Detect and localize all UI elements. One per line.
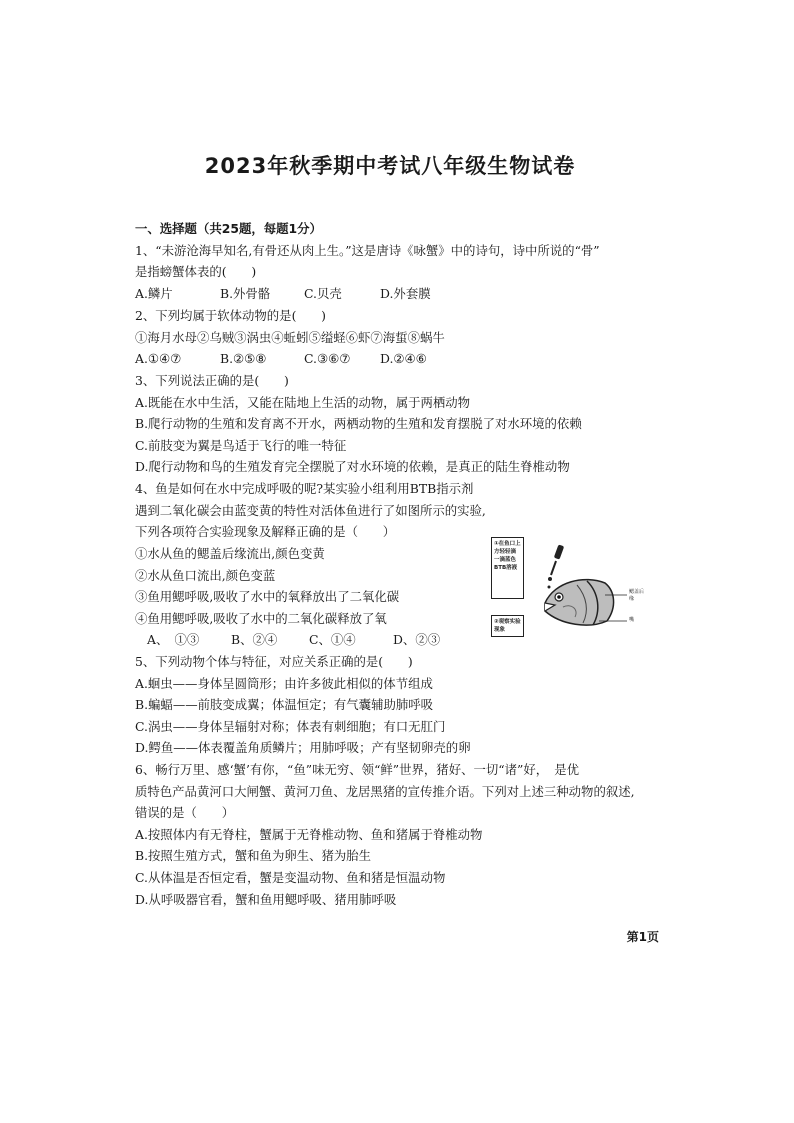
figure-step-1-box: ①在鱼口上方轻轻滴一滴蓝色BTB溶液 [491,537,524,599]
q5-option-b[interactable]: B.蝙蝠——前肢变成翼；体温恒定；有气囊辅助肺呼吸 [135,697,434,712]
q2-option-a[interactable]: A.①④⑦ [135,351,182,366]
q2-option-c[interactable]: C.③⑥⑦ [304,351,351,366]
label-mouth: 嘴 [629,617,635,623]
q2-option-b[interactable]: B.②⑤⑧ [220,351,267,366]
label-gill-cover: 鳃盖后缘 [629,589,645,602]
page-number: 第1页 [626,930,659,944]
q4-statement-1: ①水从鱼的鳃盖后缘流出,颜色变黄 [135,546,325,561]
q1-options [135,286,431,302]
q5-stem: 5、下列动物个体与特征，对应关系正确的是( ) [135,654,413,669]
q4-option-d[interactable]: D、②③ [393,632,441,647]
q6-option-a[interactable]: A.按照体内有无脊柱，蟹属于无脊椎动物、鱼和猪属于脊椎动物 [135,827,483,842]
q1-option-b[interactable]: B.外骨骼 [220,286,271,301]
exam-page [105,106,675,961]
q4-option-c[interactable]: C、①④ [309,632,356,647]
q4-stem-2: 遇到二氧化碳会由蓝变黄的特性对活体鱼进行了如图所示的实验, [135,503,486,518]
figure-step-2-box: ②观察实验现象 [491,615,524,637]
q4-option-b[interactable]: B、②④ [231,632,278,647]
section-heading: 一、选择题（共25题，每题1分） [135,221,322,236]
q3-option-b[interactable]: B.爬行动物的生殖和发育离不开水，两栖动物的生殖和发育摆脱了对水环境的依赖 [135,416,582,431]
q6-stem-1: 6、畅行万里、感‘蟹’有你，“鱼”味无穷、领“鲜”世界，猪好、一切“诸”好， 是优 [135,762,580,777]
q6-option-d[interactable]: D.从呼吸器官看，蟹和鱼用鳃呼吸、猪用肺呼吸 [135,892,397,907]
q1-option-a[interactable]: A.鳞片 [135,286,173,301]
q6-stem-3: 错误的是（ ） [135,805,235,820]
q2-options [135,351,427,367]
q5-option-a[interactable]: A.蛔虫——身体呈圆筒形；由许多彼此相似的体节组成 [135,676,433,691]
q3-option-c[interactable]: C.前肢变为翼是鸟适于飞行的唯一特征 [135,438,347,453]
q2-stem-2: ①海月水母②乌贼③涡虫④蚯蚓⑤缢蛏⑥虾⑦海蜇⑧蜗牛 [135,330,445,345]
q3-option-d[interactable]: D.爬行动物和鸟的生殖发育完全摆脱了对水环境的依赖，是真正的陆生脊椎动物 [135,459,570,474]
q4-experiment-figure [491,537,665,637]
q3-stem: 3、下列说法正确的是( ) [135,373,289,388]
q1-option-c[interactable]: C.贝壳 [304,286,342,301]
q4-statement-3: ③鱼用鳃呼吸,吸收了水中的氧释放出了二氧化碳 [135,589,400,604]
q4-stem-3: 下列各项符合实验现象及解释正确的是（ ） [135,524,396,539]
q1-stem-2: 是指螃蟹体表的( ) [135,264,257,279]
q4-stem-1: 4、鱼是如何在水中完成呼吸的呢?某实验小组利用BTB指示剂 [135,481,474,496]
q6-option-b[interactable]: B.按照生殖方式，蟹和鱼为卵生、猪为胎生 [135,848,372,863]
q4-statement-4: ④鱼用鳃呼吸,吸收了水中的二氧化碳释放了氧 [135,611,387,626]
q4-option-a[interactable]: A、 ①③ [147,632,200,647]
q1-stem-1: 1、“未游沧海早知名,有骨还从肉上生。”这是唐诗《咏蟹》中的诗句，诗中所说的“骨” [135,243,600,258]
q5-option-c[interactable]: C.涡虫——身体呈辐射对称；体表有刺细胞；有口无肛门 [135,719,446,734]
q5-option-d[interactable]: D.鳄鱼——体表覆盖角质鳞片；用肺呼吸；产有坚韧卵壳的卵 [135,740,471,755]
page-title: 2023年秋季期中考试八年级生物试卷 [204,154,576,178]
q6-option-c[interactable]: C.从体温是否恒定看，蟹是变温动物、鱼和猪是恒温动物 [135,870,446,885]
q2-option-d[interactable]: D.②④⑥ [380,351,427,366]
q6-stem-2: 质特色产品黄河口大闸蟹、黄河刀鱼、龙居黑猪的宣传推介语。下列对上述三种动物的叙述, [135,784,635,799]
q1-option-d[interactable]: D.外套膜 [380,286,431,301]
q2-stem-1: 2、下列均属于软体动物的是( ) [135,308,327,323]
q4-statement-2: ②水从鱼口流出,颜色变蓝 [135,568,276,583]
q3-option-a[interactable]: A.既能在水中生活，又能在陆地上生活的动物，属于两栖动物 [135,395,471,410]
q4-options [147,632,440,648]
